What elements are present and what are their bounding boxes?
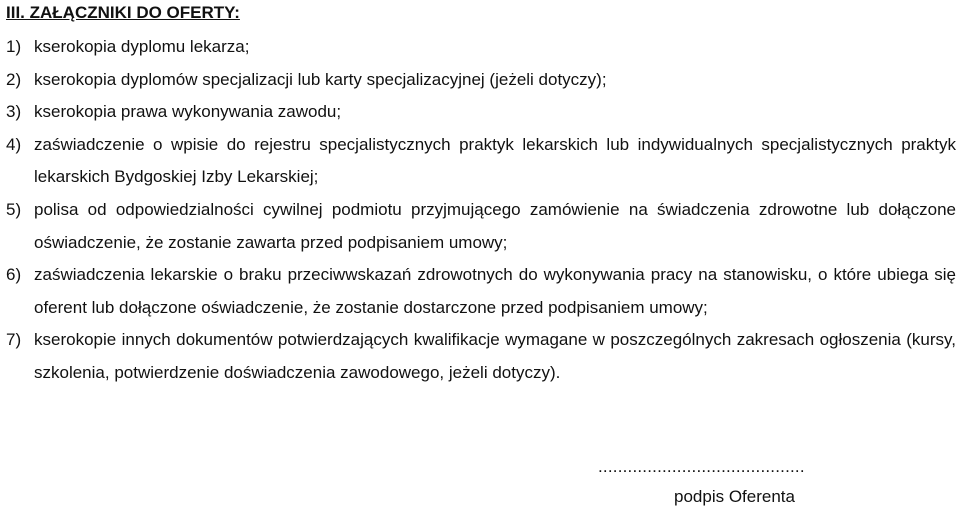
- list-item-text: zaświadczenie o wpisie do rejestru specjalistycznych praktyk lekarskich lub indywidualnych specjalistycznych praktyk lekarskich Bydgoskiej Izby Lekarskiej;: [34, 134, 956, 187]
- list-item: [6, 259, 956, 324]
- signature-label: podpis Oferenta: [674, 487, 795, 506]
- list-item-number: 6): [6, 265, 22, 285]
- list-item: [6, 324, 956, 389]
- list-item-text: kserokopia dyplomu lekarza;: [34, 37, 250, 56]
- list-item: [6, 31, 956, 64]
- list-item-text: zaświadczenia lekarskie o braku przeciwwskazań zdrowotnych do wykonywania pracy na stanowisku, o które ubiega się oferent lub dołączone oświadczenie, że zostanie dostarczone przed podpisaniem umowy;: [34, 265, 956, 317]
- list-item: [6, 96, 956, 129]
- list-item-number: 2): [6, 69, 22, 89]
- list-item-text: kserokopie innych dokumentów potwierdzających kwalifikacje wymagane w poszczególnych zakresach ogłoszenia (kursy, szkolenia, potwierdzenie doświadczenia zawodowego, jeżeli dotyczy).: [34, 330, 956, 382]
- list-item-number: 1): [6, 37, 22, 56]
- list-item-text: polisa od odpowiedzialności cywilnej podmiotu przyjmującego zamówienie na świadczenia zdrowotne lub dołączone oświadczenie, że zostanie zawarta przed podpisaniem umowy;: [34, 199, 956, 252]
- list-item: [6, 194, 956, 259]
- list-item-text: kserokopia dyplomów specjalizacji lub karty specjalizacyjnej (jeżeli dotyczy);: [34, 69, 607, 89]
- list-item: [6, 64, 956, 97]
- list-item-text: kserokopia prawa wykonywania zawodu;: [34, 102, 342, 122]
- attachments-list: [6, 31, 956, 390]
- list-item-number: 5): [6, 199, 22, 219]
- section-heading: III. ZAŁĄCZNIKI DO OFERTY:: [6, 3, 240, 22]
- list-item-number: 7): [6, 330, 22, 350]
- list-item-number: 3): [6, 102, 22, 122]
- list-item-number: 4): [6, 134, 22, 154]
- signature-line: ..........................................: [598, 457, 805, 476]
- list-item: [6, 129, 956, 194]
